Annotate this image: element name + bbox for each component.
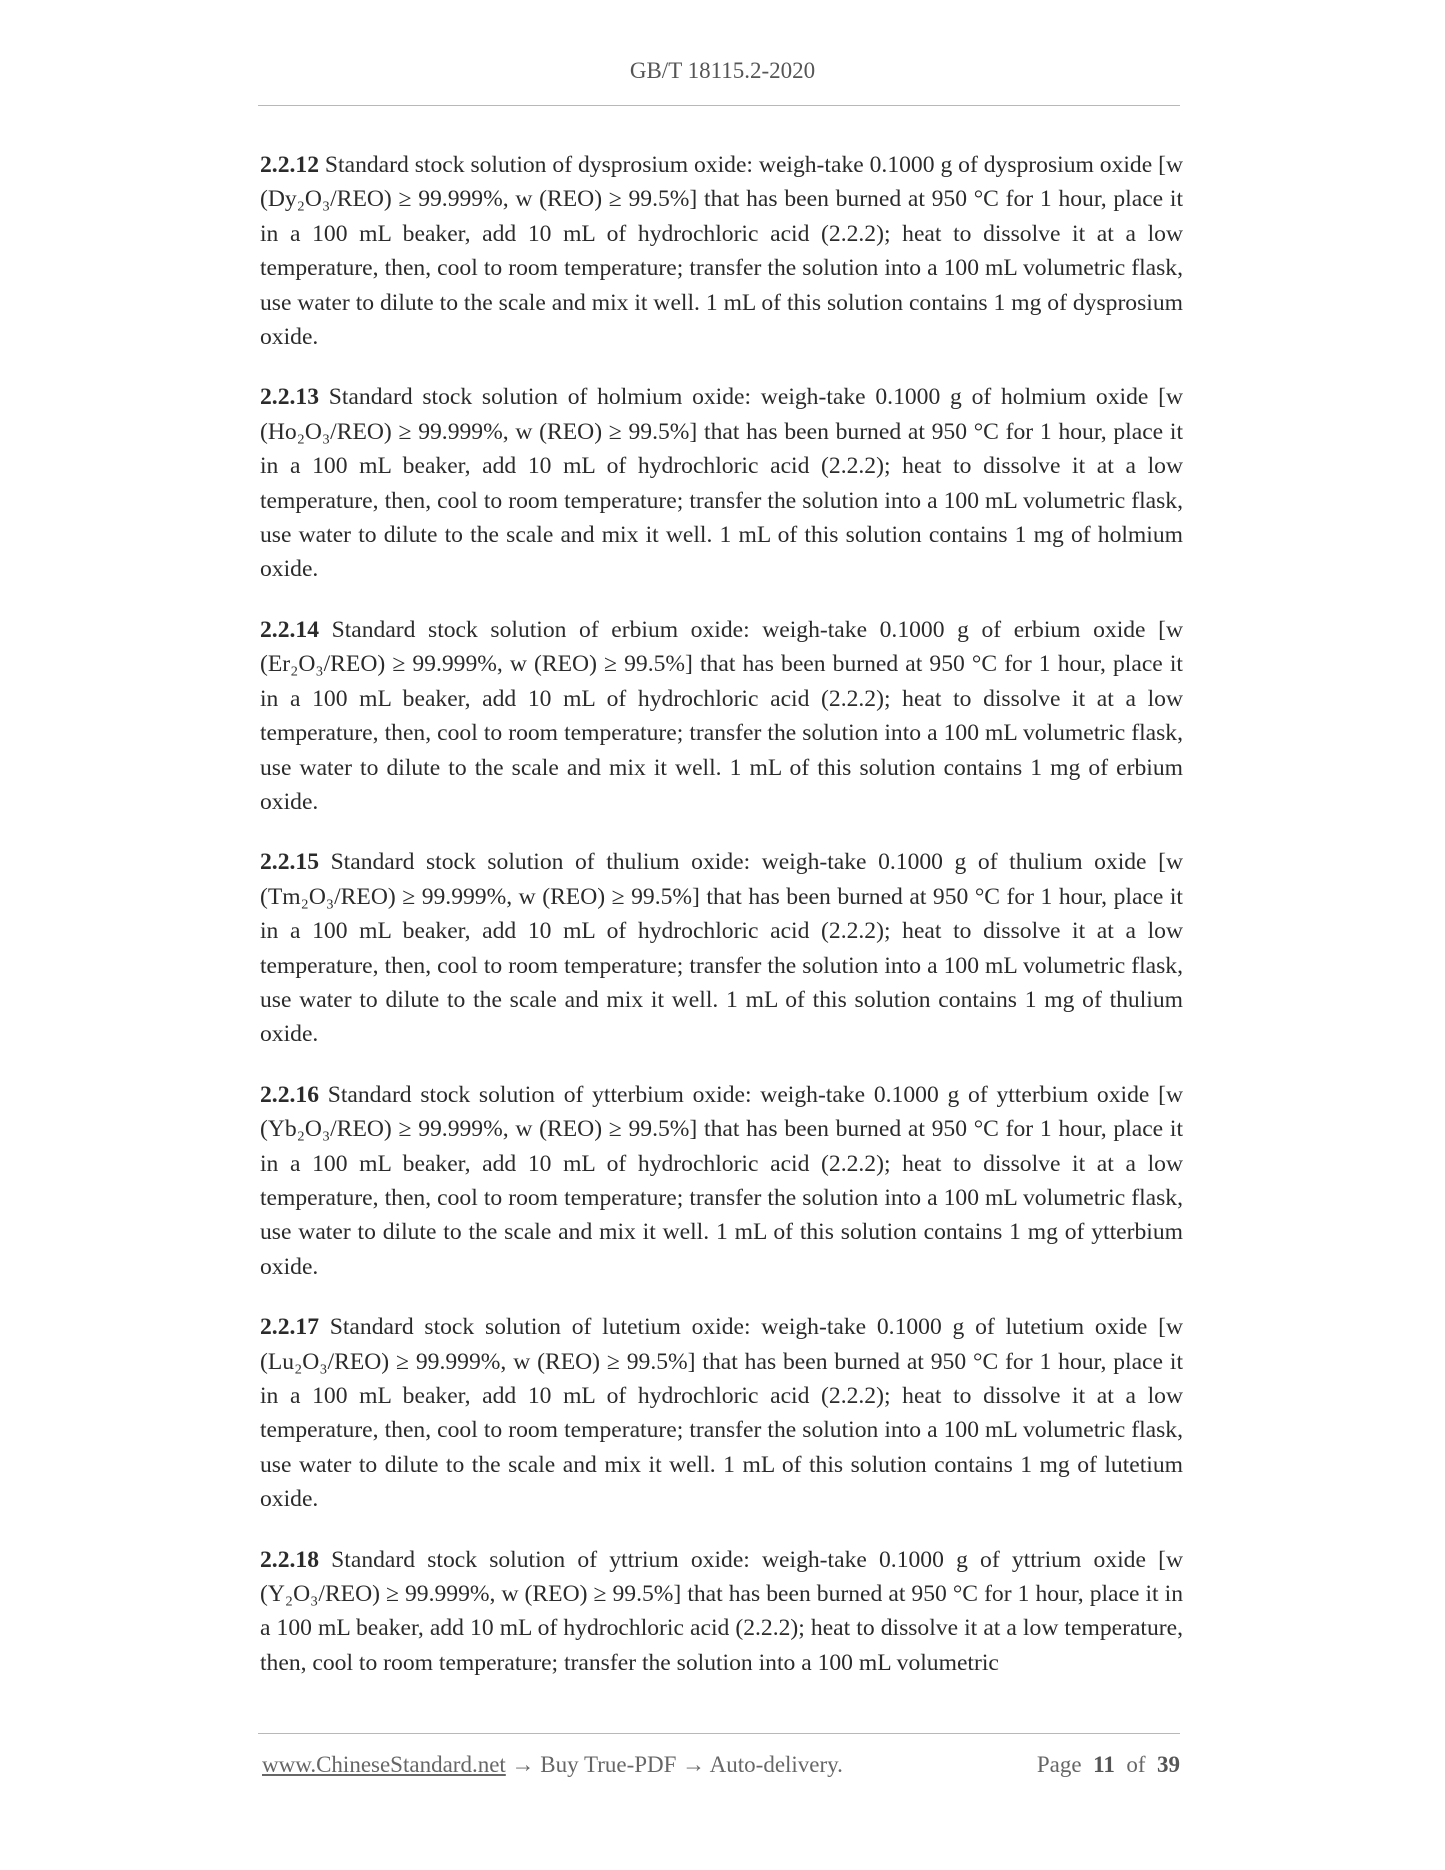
clause-text: Standard stock solution of lutetium oxide: weigh-take 0.1000 g of lutetium oxide [w (Lu₂O₃/REO) ≥ 99.999%, w (REO) ≥ 99.5%] that has been burned at 950 °C for 1 hour, place it in a 100 mL beaker, add 10 mL of hydrochloric acid (2.2.2); heat to dissolve it at a low temperature, then, cool to room temperature; transfer the solution into a 100 mL volumetric flask, use water to dilute to the scale and mix it well. 1 mL of this solution contains 1 mg of lutetium oxide. [260, 1314, 1183, 1513]
page-label: Page [1036, 1752, 1082, 1777]
clause-text: Standard stock solution of erbium oxide: weigh-take 0.1000 g of erbium oxide [w (Er₂O₃/REO) ≥ 99.999%, w (REO) ≥ 99.5%] that has been burned at 950 °C for 1 hour, place it in a 100 mL beaker, add 10 mL of hydrochloric acid (2.2.2); heat to dissolve it at a low temperature, then, cool to room temperature; transfer the solution into a 100 mL volumetric flask, use water to dilute to the scale and mix it well. 1 mL of this solution contains 1 mg of erbium oxide. [260, 616, 1184, 815]
document-body [260, 148, 1183, 1706]
clause-2-2-18 [260, 1543, 1183, 1681]
clause-text: Standard stock solution of yttrium oxide: weigh-take 0.1000 g of yttrium oxide [w (Y₂O₃/REO) ≥ 99.999%, w (REO) ≥ 99.5%] that has been burned at 950 °C for 1 hour, place it in a 100 mL beaker, add 10 mL of hydrochloric acid (2.2.2); heat to dissolve it at a low temperature, then, cool to room temperature; transfer the solution into a 100 mL volumetric [260, 1546, 1183, 1676]
page-number [1037, 1752, 1180, 1778]
clause-text: Standard stock solution of ytterbium oxide: weigh-take 0.1000 g of ytterbium oxide [w (Yb₂O₃/REO) ≥ 99.999%, w (REO) ≥ 99.5%] that has been burned at 950 °C for 1 hour, place it in a 100 mL beaker, add 10 mL of hydrochloric acid (2.2.2); heat to dissolve it at a low temperature, then, cool to room temperature; transfer the solution into a 100 mL volumetric flask, use water to dilute to the scale and mix it well. 1 mL of this solution contains 1 mg of ytterbium oxide. [260, 1081, 1183, 1280]
clause-2-2-12 [260, 148, 1183, 354]
page-of-label: of [1126, 1752, 1146, 1777]
clause-number: 2.2.15 [260, 849, 319, 876]
footer-promo-text: → Buy True-PDF → Auto-delivery. [505, 1752, 843, 1777]
clause-text: Standard stock solution of thulium oxide: weigh-take 0.1000 g of thulium oxide [w (Tm₂O₃/REO) ≥ 99.999%, w (REO) ≥ 99.5%] that has been burned at 950 °C for 1 hour, place it in a 100 mL beaker, add 10 mL of hydrochloric acid (2.2.2); heat to dissolve it at a low temperature, then, cool to room temperature; transfer the solution into a 100 mL volumetric flask, use water to dilute to the scale and mix it well. 1 mL of this solution contains 1 mg of thulium oxide. [260, 849, 1183, 1048]
clause-2-2-16 [260, 1078, 1183, 1284]
clause-text: Standard stock solution of dysprosium oxide: weigh-take 0.1000 g of dysprosium oxide [w (Dy₂O₃/REO) ≥ 99.999%, w (REO) ≥ 99.5%] that has been burned at 950 °C for 1 hour, place it in a 100 mL beaker, add 10 mL of hydrochloric acid (2.2.2); heat to dissolve it at a low temperature, then, cool to room temperature; transfer the solution into a 100 mL volumetric flask, use water to dilute to the scale and mix it well. 1 mL of this solution contains 1 mg of dysprosium oxide. [260, 152, 1184, 351]
clause-number: 2.2.12 [260, 152, 319, 178]
total-pages: 39 [1157, 1752, 1180, 1777]
chinesestandard-link[interactable]: www.ChineseStandard.net [262, 1752, 506, 1777]
clause-2-2-14 [260, 613, 1183, 819]
clause-number: 2.2.16 [260, 1081, 319, 1108]
clause-text: Standard stock solution of holmium oxide: weigh-take 0.1000 g of holmium oxide [w (Ho₂O₃/REO) ≥ 99.999%, w (REO) ≥ 99.5%] that has been burned at 950 °C for 1 hour, place it in a 100 mL beaker, add 10 mL of hydrochloric acid (2.2.2); heat to dissolve it at a low temperature, then, cool to room temperature; transfer the solution into a 100 mL volumetric flask, use water to dilute to the scale and mix it well. 1 mL of this solution contains 1 mg of holmium oxide. [260, 384, 1184, 583]
clause-2-2-17 [260, 1310, 1183, 1516]
clause-number: 2.2.18 [260, 1546, 319, 1573]
current-page: 11 [1093, 1752, 1115, 1777]
footer-divider [258, 1733, 1180, 1734]
clause-2-2-13 [260, 380, 1183, 586]
clause-number: 2.2.17 [260, 1314, 319, 1341]
document-header: GB/T 18115.2-2020 [629, 58, 816, 83]
header-divider [258, 105, 1180, 106]
clause-2-2-15 [260, 845, 1183, 1051]
clause-number: 2.2.13 [260, 384, 319, 411]
clause-number: 2.2.14 [260, 616, 319, 643]
footer-promo [262, 1752, 843, 1778]
